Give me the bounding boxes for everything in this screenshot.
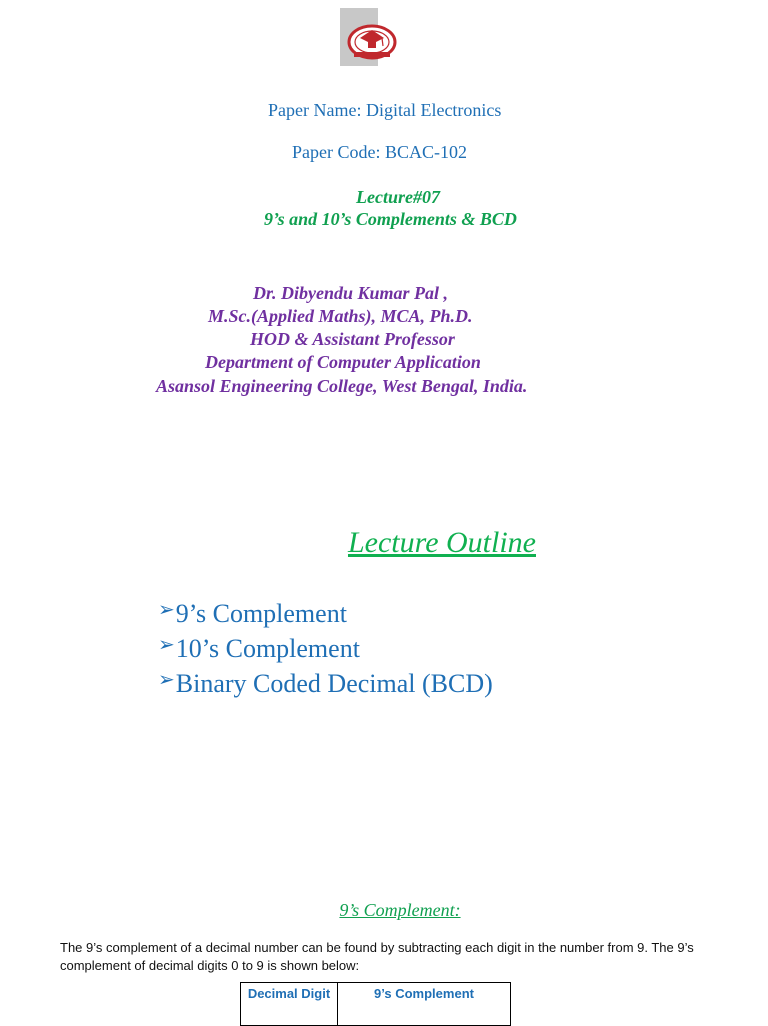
section-paragraph [60,939,720,975]
author-department: Department of Computer Application [205,352,481,372]
arrow-bullet-icon: ➢ [158,597,175,621]
paper-name: Paper Name: Digital Electronics [268,100,502,120]
arrow-bullet-icon: ➢ [158,667,175,691]
section-title: 9’s Complement: [339,900,461,920]
outline-item-label: Binary Coded Decimal (BCD) [175,669,493,698]
complement-table [240,982,511,1026]
outline-item-label: 9’s Complement [175,599,347,628]
outline-item [158,599,347,629]
college-emblem-icon [340,8,400,66]
outline-item-label: 10’s Complement [175,634,360,663]
author-degrees: M.Sc.(Applied Maths), MCA, Ph.D. [208,306,473,326]
author-name: Dr. Dibyendu Kumar Pal , [253,283,449,303]
lecture-number: Lecture#07 [356,187,440,207]
paper-code: Paper Code: BCAC-102 [292,142,467,162]
outline-title: Lecture Outline [347,526,536,559]
author-position: HOD & Assistant Professor [250,329,455,349]
author-college: Asansol Engineering College, West Bengal, India. [156,376,528,396]
table-header-row [241,983,511,1026]
arrow-bullet-icon: ➢ [158,632,175,656]
outline-item [158,669,493,699]
table-header-nines-complement: 9’s Complement [338,983,511,1026]
table-header-decimal-digit: Decimal Digit [241,983,338,1026]
paragraph-line: The 9’s complement of a decimal number can be found by subtracting each digit in the number from 9. The 9’s [60,940,694,955]
paragraph-line: complement of decimal digits 0 to 9 is shown below: [60,958,360,973]
lecture-title: 9’s and 10’s Complements & BCD [264,209,517,229]
outline-item [158,634,360,664]
